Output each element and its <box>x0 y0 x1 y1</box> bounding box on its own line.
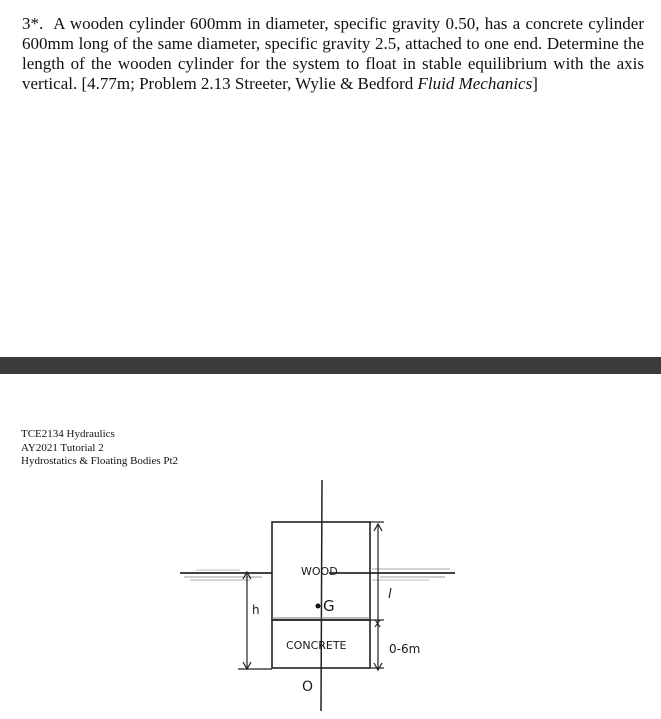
book-title: Fluid Mechanics <box>417 74 533 93</box>
cylinder-axis <box>321 480 322 711</box>
floating-cylinder-diagram <box>0 374 661 719</box>
document-page-lower <box>0 374 661 719</box>
concrete-length-label: 0-6m <box>389 642 421 656</box>
o-label: O <box>302 679 314 695</box>
problem-closing-bracket: ] <box>532 74 538 93</box>
problem-text: A wooden cylinder 600mm in diameter, specific gravity 0.50, has a concrete cylinder 600mm long of the same diameter, specific gravity 2.5, attached to one end. Determine the length of the wooden cylinder for the system to float in stable equilibrium with the axis vertical. [4.77m; Problem 2.13 Streeter, Wylie & Bedford <box>22 14 644 93</box>
water-surface-left <box>180 570 272 580</box>
water-surface-right <box>329 569 455 580</box>
h-dimension <box>238 572 272 669</box>
header-tutorial: AY2021 Tutorial 2 <box>21 441 104 454</box>
header-course: TCE2134 Hydraulics <box>21 428 115 440</box>
x-label: x <box>374 616 382 630</box>
concrete-label: CONCRETE <box>286 639 347 652</box>
page-separator <box>0 357 661 374</box>
l-dimension <box>370 522 384 620</box>
l-label: l <box>388 587 392 602</box>
h-label: h <box>252 603 260 617</box>
problem-number: 3*. <box>22 14 44 33</box>
wood-label: WOOD <box>301 565 338 578</box>
g-label: G <box>323 597 335 615</box>
header-topic: Hydrostatics & Floating Bodies Pt2 <box>21 455 179 467</box>
problem-statement <box>22 14 644 94</box>
center-of-gravity-dot <box>316 604 321 609</box>
document-page-upper <box>0 0 661 357</box>
